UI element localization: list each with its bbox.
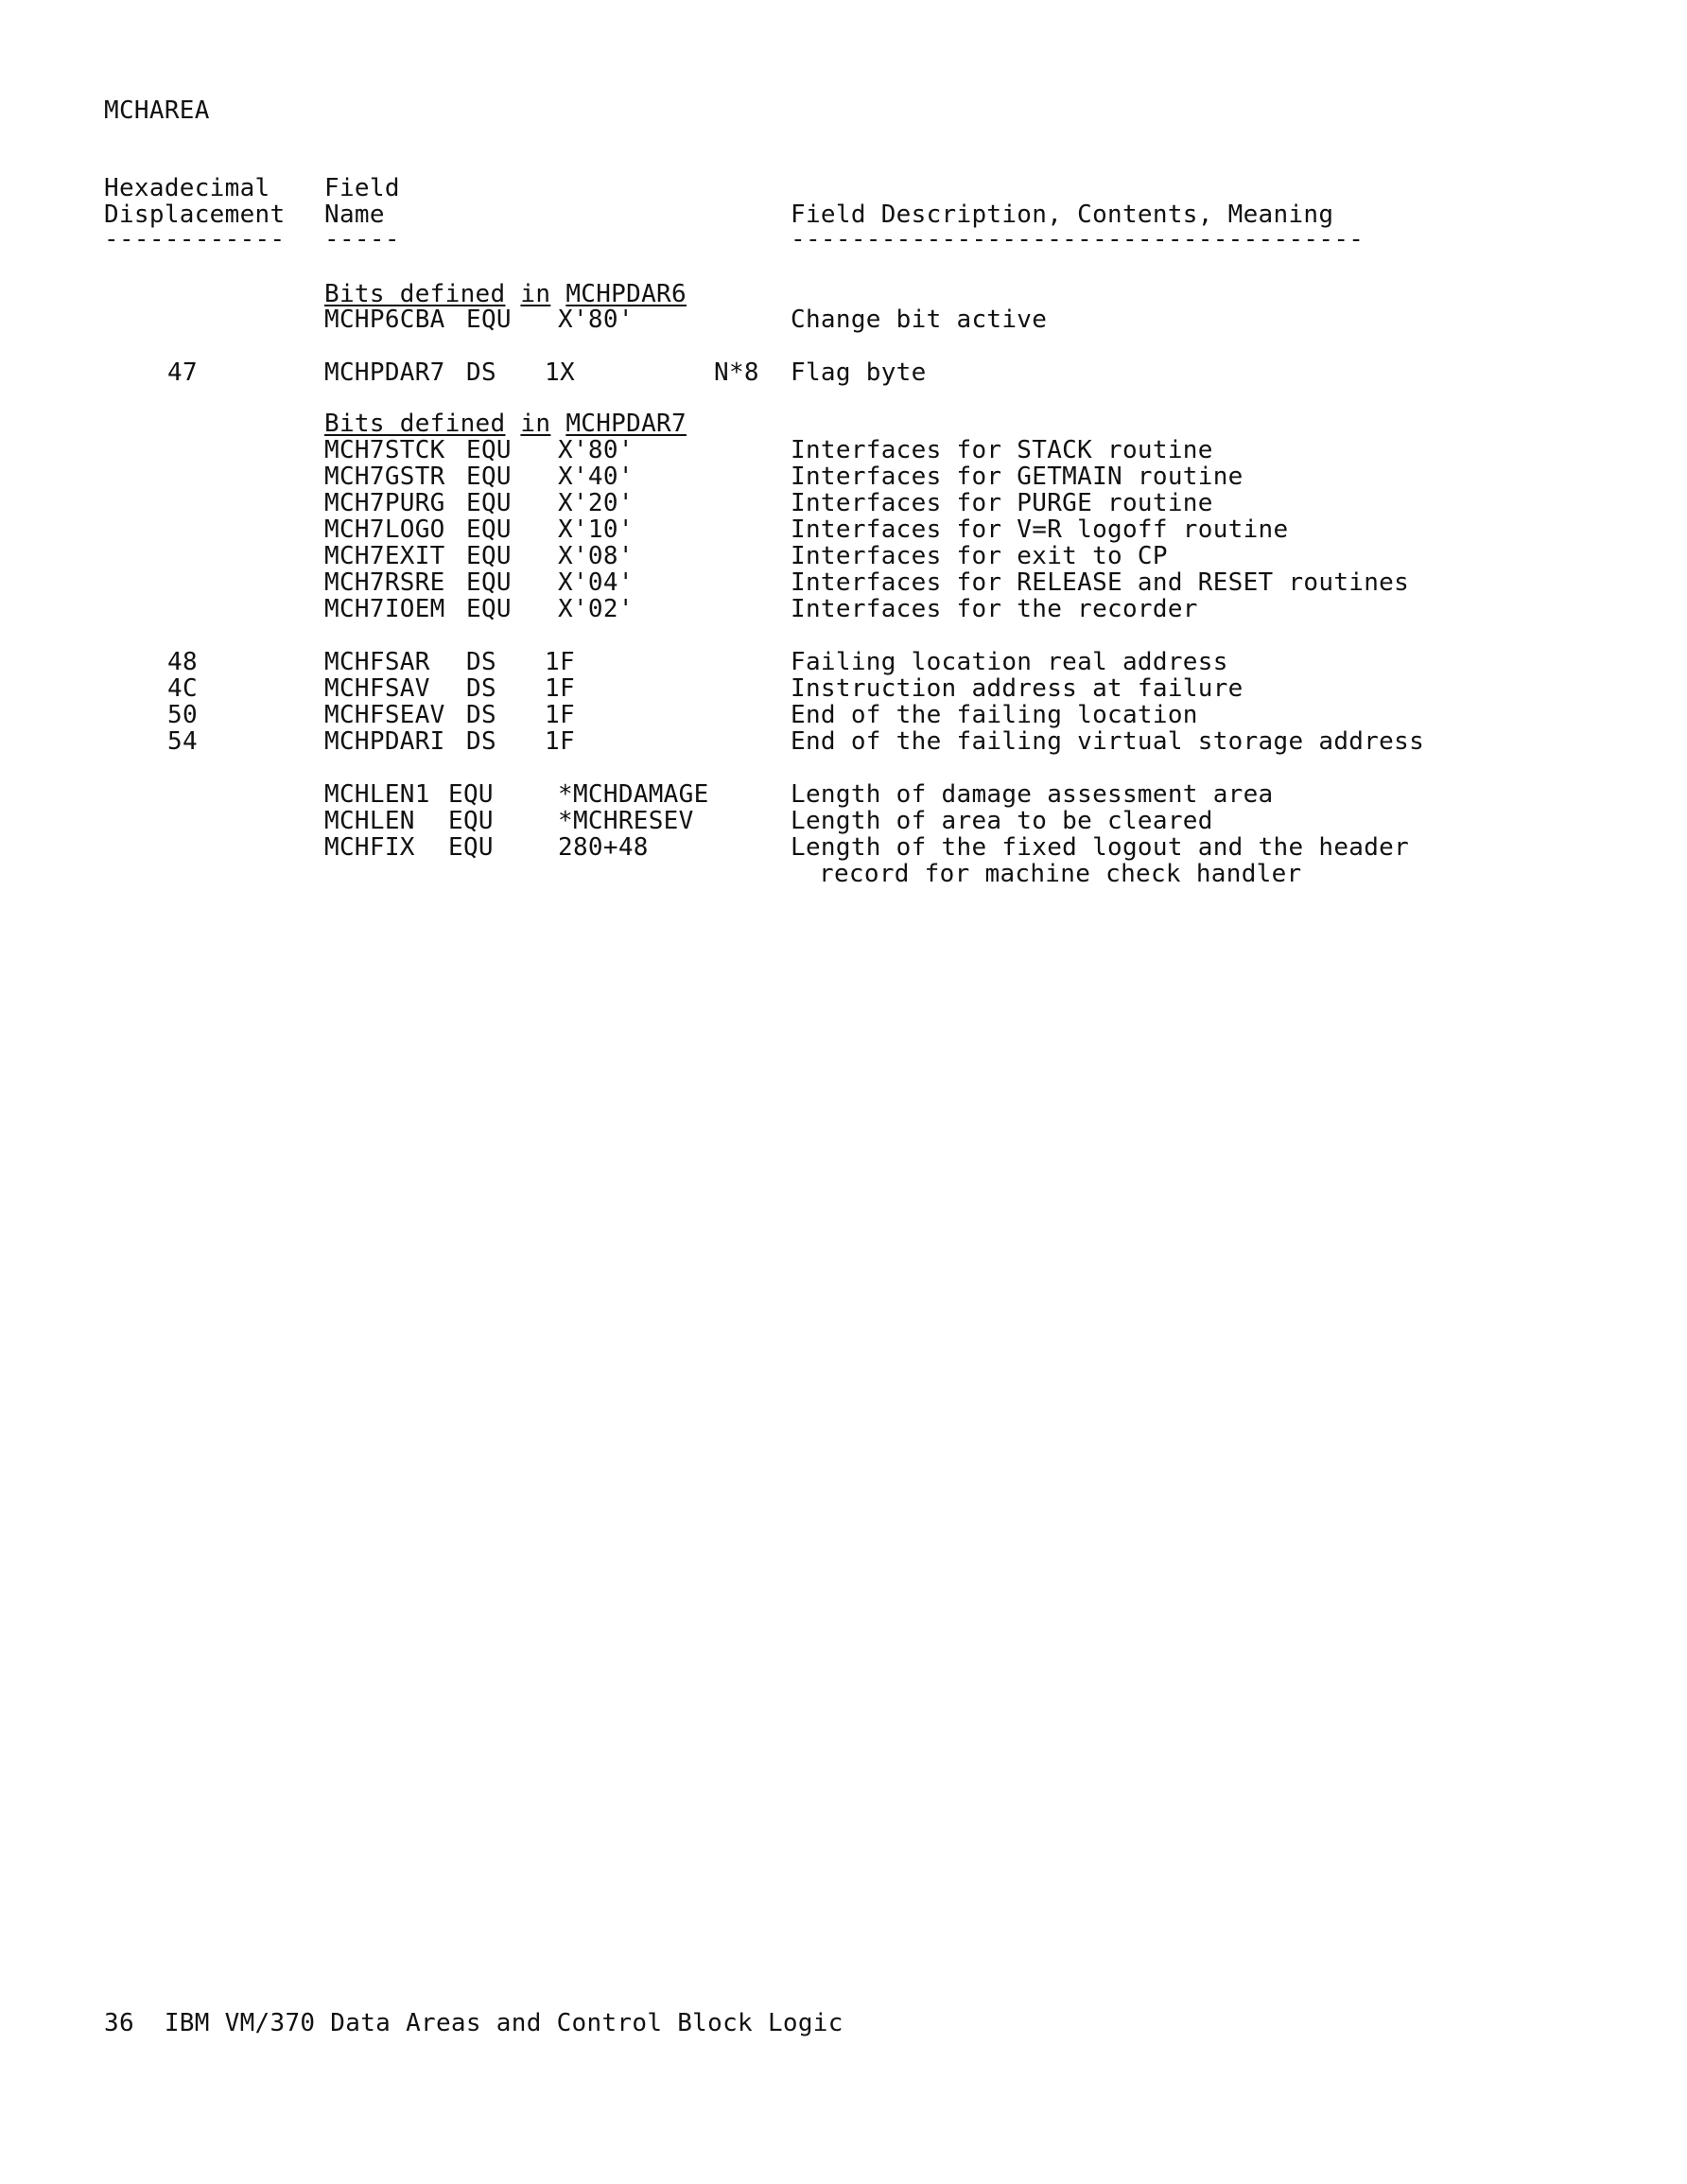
field-description: Instruction address at failure — [791, 674, 1244, 703]
field-type: DS — [466, 358, 496, 387]
bits-heading-part: Bits defined — [324, 280, 506, 308]
field-displacement: 47 — [167, 358, 198, 387]
bits-defined-heading-mchpdar7 — [324, 411, 687, 437]
field-description: Interfaces for V=R logoff routine — [791, 515, 1289, 544]
header-displacement-line2: Displacement — [104, 201, 286, 229]
field-value: *MCHDAMAGE — [558, 780, 709, 809]
field-value: X'02' — [558, 595, 634, 623]
field-name: MCH7GSTR — [324, 463, 445, 491]
field-value: 1F — [545, 648, 575, 676]
field-value: 1X — [545, 358, 575, 387]
bits-heading-part: in — [520, 410, 551, 438]
field-name: MCHFSEAV — [324, 701, 445, 729]
field-name: MCHLEN — [324, 807, 415, 835]
bits-heading-part: Bits defined — [324, 410, 506, 438]
header-field-name-line1: Field — [324, 174, 400, 202]
field-value: 1F — [545, 701, 575, 729]
field-name: MCHFSAV — [324, 674, 430, 703]
field-name: MCH7STCK — [324, 436, 445, 464]
header-description-rule: -------------------------------------- — [791, 225, 1365, 253]
field-description: Change bit active — [791, 306, 1048, 334]
field-description-continuation: record for machine check handler — [819, 860, 1302, 888]
field-type: DS — [466, 648, 496, 676]
field-description: Length of the fixed logout and the header — [791, 833, 1410, 862]
field-name: MCHFSAR — [324, 648, 430, 676]
field-description: End of the failing virtual storage address — [791, 727, 1425, 756]
field-extra: N*8 — [714, 358, 759, 387]
field-name: MCH7RSRE — [324, 568, 445, 597]
bits-heading-part: MCHPDAR6 — [565, 280, 687, 308]
field-type: EQU — [466, 542, 512, 570]
field-displacement: 48 — [167, 648, 198, 676]
field-description: Flag byte — [791, 358, 927, 387]
field-description: Interfaces for exit to CP — [791, 542, 1168, 570]
field-name: MCHPDARI — [324, 727, 445, 756]
field-value: X'10' — [558, 515, 634, 544]
field-description: End of the failing location — [791, 701, 1198, 729]
field-displacement: 4C — [167, 674, 198, 703]
field-type: EQU — [466, 515, 512, 544]
field-name: MCH7IOEM — [324, 595, 445, 623]
field-name: MCHFIX — [324, 833, 415, 862]
field-description: Interfaces for PURGE routine — [791, 489, 1213, 517]
header-description: Field Description, Contents, Meaning — [791, 201, 1334, 229]
header-displacement-rule: ------------ — [104, 225, 286, 253]
running-head: MCHAREA — [104, 96, 210, 125]
field-name: MCHP6CBA — [324, 306, 445, 334]
field-type: EQU — [466, 306, 512, 334]
field-type: EQU — [448, 807, 494, 835]
bits-defined-heading-mchpdar6 — [324, 281, 687, 307]
field-description: Length of area to be cleared — [791, 807, 1213, 835]
field-name: MCHPDAR7 — [324, 358, 445, 387]
field-type: EQU — [466, 568, 512, 597]
field-description: Interfaces for STACK routine — [791, 436, 1213, 464]
header-field-name-rule: ----- — [324, 225, 400, 253]
field-type: EQU — [448, 833, 494, 862]
field-type: DS — [466, 701, 496, 729]
field-value: X'80' — [558, 436, 634, 464]
field-value: X'80' — [558, 306, 634, 334]
field-type: DS — [466, 727, 496, 756]
field-name: MCH7PURG — [324, 489, 445, 517]
field-value: 280+48 — [558, 833, 649, 862]
field-value: X'08' — [558, 542, 634, 570]
field-value: 1F — [545, 727, 575, 756]
field-type: EQU — [466, 463, 512, 491]
header-displacement-line1: Hexadecimal — [104, 174, 270, 202]
field-value: 1F — [545, 674, 575, 703]
bits-heading-part: MCHPDAR7 — [565, 410, 687, 438]
field-description: Length of damage assessment area — [791, 780, 1274, 809]
field-name: MCH7EXIT — [324, 542, 445, 570]
field-description: Interfaces for GETMAIN routine — [791, 463, 1244, 491]
field-type: EQU — [466, 489, 512, 517]
field-name: MCHLEN1 — [324, 780, 430, 809]
page-footer: 36 IBM VM/370 Data Areas and Control Block Logic — [104, 2009, 844, 2037]
field-type: DS — [466, 674, 496, 703]
field-name: MCH7LOGO — [324, 515, 445, 544]
field-displacement: 50 — [167, 701, 198, 729]
field-description: Interfaces for the recorder — [791, 595, 1198, 623]
field-description: Interfaces for RELEASE and RESET routines — [791, 568, 1410, 597]
field-description: Failing location real address — [791, 648, 1228, 676]
header-field-name-line2: Name — [324, 201, 385, 229]
field-value: X'40' — [558, 463, 634, 491]
field-value: X'04' — [558, 568, 634, 597]
field-type: EQU — [448, 780, 494, 809]
field-displacement: 54 — [167, 727, 198, 756]
field-type: EQU — [466, 436, 512, 464]
field-type: EQU — [466, 595, 512, 623]
field-value: X'20' — [558, 489, 634, 517]
field-value: *MCHRESEV — [558, 807, 694, 835]
bits-heading-part: in — [520, 280, 551, 308]
